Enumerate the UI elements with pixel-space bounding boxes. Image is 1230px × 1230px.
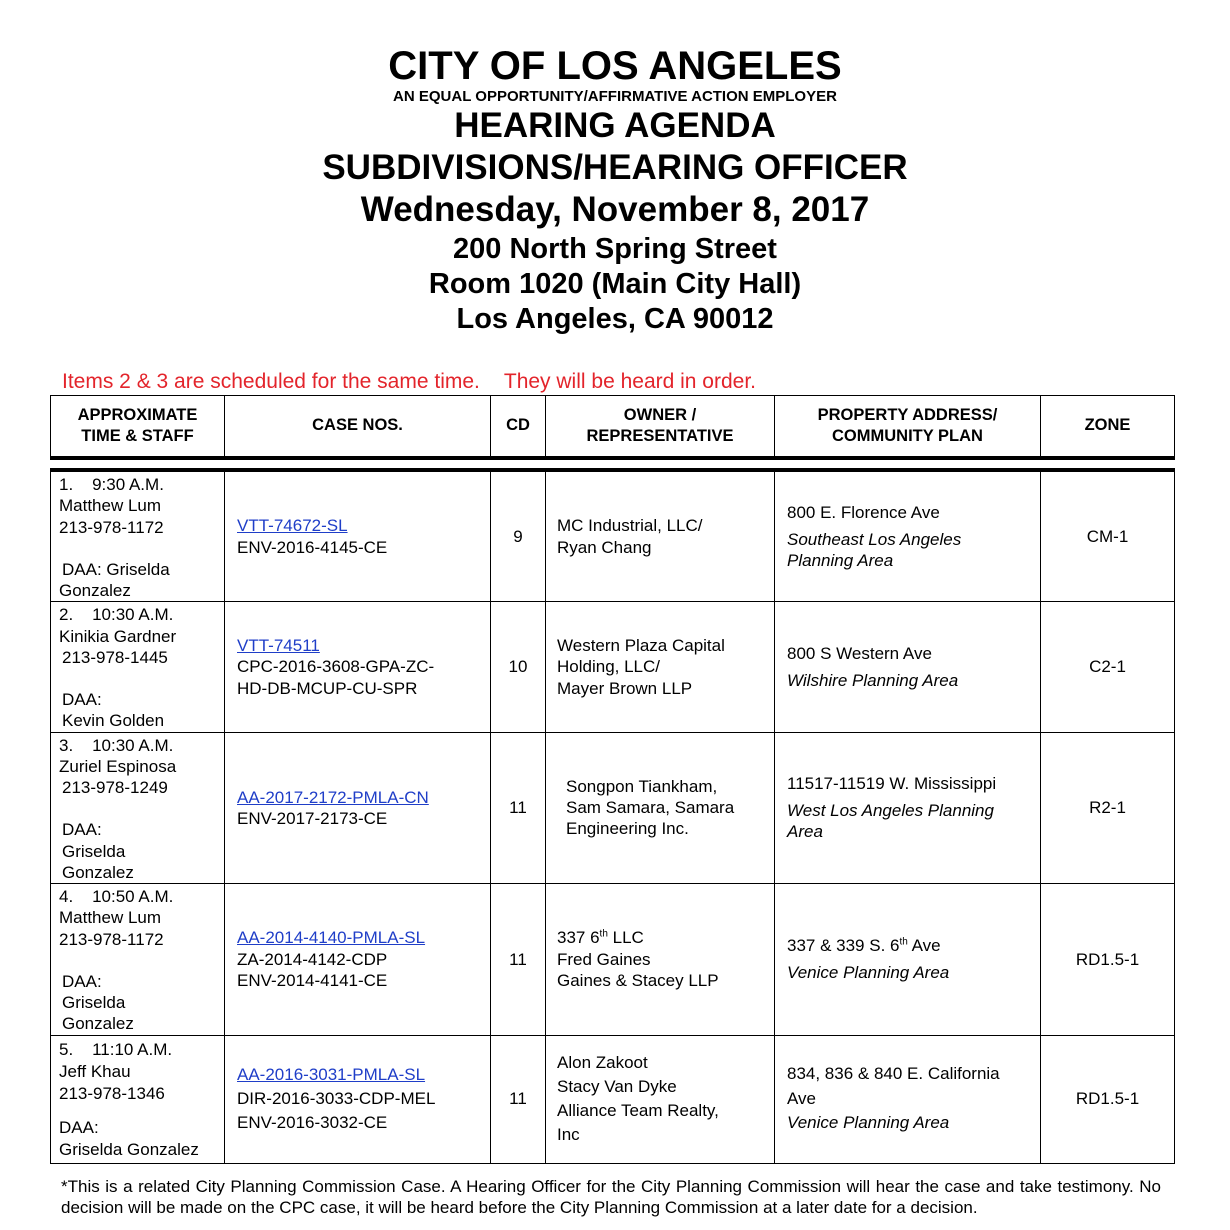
col-header-time-staff: APPROXIMATE TIME & STAFF — [51, 396, 225, 459]
agenda-title: HEARING AGENDA — [454, 106, 776, 145]
time-staff-cell: 5. 11:10 A.M. Jeff Khau 213-978-1346 DAA: Griselda Gonzalez — [51, 1035, 225, 1163]
owner-cell: Alon Zakoot Stacy Van Dyke Alliance Team Realty, Inc — [546, 1035, 775, 1163]
case-nos-cell: VTT-74672-SL ENV-2016-4145-CE — [225, 470, 491, 602]
property-cell: 800 S Western Ave Wilshire Planning Area — [775, 602, 1041, 732]
col-header-zone: ZONE — [1041, 396, 1175, 459]
owner-cell: Songpon Tiankham, Sam Samara, Samara Engineering Inc. — [546, 732, 775, 884]
cd-cell: 11 — [491, 1035, 546, 1163]
case-nos-cell: AA-2016-3031-PMLA-SL DIR-2016-3033-CDP-MEL ENV-2016-3032-CE — [225, 1035, 491, 1163]
property-cell: 337 & 339 S. 6th Ave Venice Planning Area — [775, 884, 1041, 1036]
zone-cell: C2-1 — [1041, 602, 1175, 732]
col-header-property: PROPERTY ADDRESS/ COMMUNITY PLAN — [775, 396, 1041, 459]
table-row — [51, 470, 1175, 602]
schedule-notice — [62, 370, 756, 394]
zone-cell: CM-1 — [1041, 470, 1175, 602]
city-state-zip: Los Angeles, CA 90012 — [456, 303, 774, 335]
property-cell: 834, 836 & 840 E. California Ave Venice Planning Area — [775, 1035, 1041, 1163]
agenda-table — [50, 395, 1175, 1164]
zone-cell: R2-1 — [1041, 732, 1175, 884]
eoe-statement: AN EQUAL OPPORTUNITY/AFFIRMATIVE ACTION EMPLOYER — [393, 88, 837, 105]
property-cell: 11517-11519 W. Mississippi West Los Angeles Planning Area — [775, 732, 1041, 884]
time-staff-cell: 4. 10:50 A.M. Matthew Lum 213-978-1172 DAA: Griselda Gonzalez — [51, 884, 225, 1036]
cd-cell: 11 — [491, 884, 546, 1036]
case-link[interactable]: AA-2014-4140-PMLA-SL — [237, 928, 426, 948]
owner-cell: 337 6th LLC Fred Gaines Gaines & Stacey LLP — [546, 884, 775, 1036]
col-header-case-nos: CASE NOS. — [225, 396, 491, 459]
property-cell: 800 E. Florence Ave Southeast Los Angeles Planning Area — [775, 470, 1041, 602]
table-header-row — [51, 396, 1175, 459]
case-nos-cell: AA-2014-4140-PMLA-SL ZA-2014-4142-CDP ENV-2014-4141-CE — [225, 884, 491, 1036]
table-row — [51, 884, 1175, 1036]
cd-cell: 10 — [491, 602, 546, 732]
owner-cell: MC Industrial, LLC/ Ryan Chang — [546, 470, 775, 602]
room-location: Room 1020 (Main City Hall) — [428, 268, 802, 300]
header-separator — [51, 458, 1175, 470]
time-staff-cell: 3. 10:30 A.M. Zuriel Espinosa 213-978-1249 DAA: Griselda Gonzalez — [51, 732, 225, 884]
footnote: *This is a related City Planning Commission Case. A Hearing Officer for the City Planning Commission will hear the case and take testimony. No decision will be made on the CPC case, it will be heard before the City Planning Commission at a later date for a decision. — [61, 1177, 1161, 1218]
owner-cell: Western Plaza Capital Holding, LLC/ Mayer Brown LLP — [546, 602, 775, 732]
agenda-subtitle: SUBDIVISIONS/HEARING OFFICER — [322, 148, 908, 187]
notice-part-2: They will be heard in order. — [503, 370, 757, 393]
case-link[interactable]: AA-2017-2172-PMLA-CN — [237, 787, 429, 807]
cd-cell: 11 — [491, 732, 546, 884]
zone-cell: RD1.5-1 — [1041, 884, 1175, 1036]
time-staff-cell: 2. 10:30 A.M. Kinikia Gardner 213-978-1445 DAA: Kevin Golden — [51, 602, 225, 732]
case-link[interactable]: VTT-74511 — [237, 636, 320, 655]
city-title: CITY OF LOS ANGELES — [388, 44, 842, 88]
table-row — [51, 602, 1175, 732]
hearing-date: Wednesday, November 8, 2017 — [360, 190, 870, 229]
col-header-cd: CD — [491, 396, 546, 459]
col-header-owner: OWNER / REPRESENTATIVE — [546, 396, 775, 459]
case-link[interactable]: VTT-74672-SL — [237, 516, 348, 536]
case-nos-cell: AA-2017-2172-PMLA-CN ENV-2017-2173-CE — [225, 732, 491, 884]
case-nos-cell: VTT-74511 CPC-2016-3608-GPA-ZC- HD-DB-MCUP-CU-SPR — [225, 602, 491, 732]
time-staff-cell: 1. 9:30 A.M. Matthew Lum 213-978-1172 DAA: Griselda Gonzalez — [51, 470, 225, 602]
agenda-header — [0, 40, 1230, 334]
case-link[interactable]: AA-2016-3031-PMLA-SL — [237, 1065, 426, 1085]
table-row — [51, 1035, 1175, 1163]
zone-cell: RD1.5-1 — [1041, 1035, 1175, 1163]
notice-part-1: Items 2 & 3 are scheduled for the same time. — [62, 370, 480, 393]
cd-cell: 9 — [491, 470, 546, 602]
table-row — [51, 732, 1175, 884]
street-address: 200 North Spring Street — [453, 233, 777, 265]
